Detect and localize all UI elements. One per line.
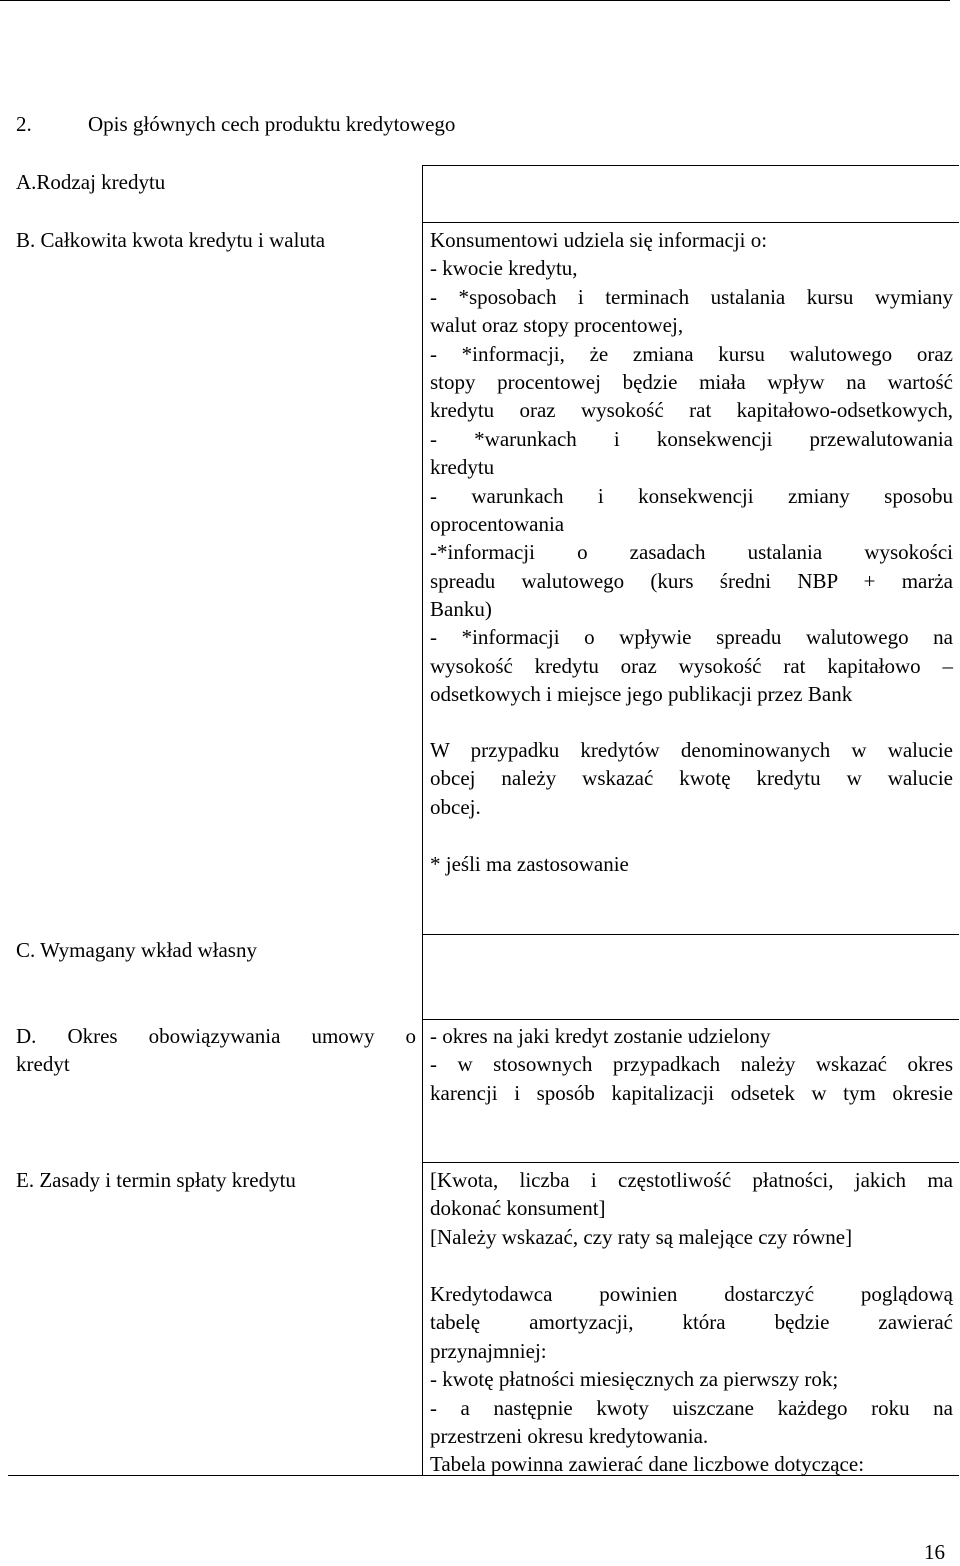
text-line: walut oraz stopy procentowej, [430, 313, 684, 338]
row-c-label: C. Wymagany wkład własny [16, 938, 257, 962]
text-line: -*informacji o zasadach ustalania wysokości [430, 540, 953, 565]
text-line: spreadu walutowego (kurs średni NBP + marża [430, 568, 953, 593]
text-line: wysokość kredytu oraz wysokość rat kapitałowo – [430, 653, 953, 678]
table-column-divider [422, 165, 423, 1475]
text-line: - okres na jaki kredyt zostanie udzielony [430, 1024, 771, 1048]
row-b-footnote: * jeśli ma zastosowanie [430, 852, 629, 876]
text-line: Tabela powinna zawierać dane liczbowe dotyczące: [430, 1452, 865, 1477]
text-line: - *informacji, że zmiana kursu walutowego oraz [430, 341, 953, 366]
table-border [422, 165, 959, 166]
top-rule [0, 0, 950, 1]
table-border [422, 934, 959, 935]
text-line: - kwotę płatności miesięcznych za pierwszy rok; [430, 1367, 839, 1392]
text-line: - w stosownych przypadkach należy wskazać okres [430, 1052, 953, 1077]
row-e-content-2 [430, 1280, 953, 1479]
text-line: przynajmniej: [430, 1338, 547, 1363]
text-line: - *informacji o wpływie spreadu walutowego na [430, 625, 953, 650]
row-d-label [16, 1022, 416, 1079]
text-line: Kredytodawca powinien dostarczyć poglądową [430, 1282, 953, 1306]
text-line: obcej należy wskazać kwotę kredytu w walucie [430, 766, 953, 791]
row-b-label: B. Całkowita kwota kredytu i waluta [16, 228, 326, 252]
text-line: odsetkowych i miejsce jego publikacji przez Bank [430, 682, 853, 707]
section-title: Opis głównych cech produktu kredytowego [88, 112, 456, 136]
text-line: kredytu [430, 455, 495, 480]
table-border [422, 222, 959, 223]
text-line: - kwocie kredytu, [430, 256, 578, 281]
row-b-content [430, 226, 953, 709]
row-d-content [430, 1022, 953, 1107]
text-line: - *sposobach i terminach ustalania kursu wymiany [430, 284, 953, 309]
row-e-label: E. Zasady i termin spłaty kredytu [16, 1168, 296, 1192]
row-b-note [430, 736, 953, 821]
text-line: obcej. [430, 794, 481, 819]
text-line: D. Okres obowiązywania umowy o [16, 1024, 416, 1048]
row-a-label: A.Rodzaj kredytu [16, 170, 166, 194]
text-line: Konsumentowi udziela się informacji o: [430, 228, 768, 252]
table-border [422, 1162, 959, 1163]
text-line: [Należy wskazać, czy raty są malejące czy równe] [430, 1224, 853, 1249]
text-line: karencji i sposób kapitalizacji odsetek w tym okresie [430, 1080, 953, 1105]
text-line: - *warunkach i konsekwencji przewalutowania [430, 426, 953, 451]
text-line: stopy procentowej będzie miała wpływ na wartość [430, 369, 953, 394]
text-line: oprocentowania [430, 511, 565, 536]
row-e-content [430, 1166, 953, 1251]
table-border [422, 1019, 959, 1020]
text-line: - a następnie kwoty uiszczane każdego roku na [430, 1395, 953, 1420]
page-number: 16 [924, 1540, 945, 1564]
text-line: [Kwota, liczba i częstotliwość płatności, jakich ma [430, 1168, 953, 1192]
text-line: dokonać konsument] [430, 1196, 606, 1221]
text-line: Banku) [430, 597, 492, 622]
text-line: W przypadku kredytów denominowanych w walucie [430, 738, 953, 762]
text-line: kredyt [16, 1052, 70, 1077]
text-line: - warunkach i konsekwencji zmiany sposobu [430, 483, 953, 508]
text-line: kredytu oraz wysokość rat kapitałowo-odsetkowych, [430, 398, 953, 423]
text-line: tabelę amortyzacji, która będzie zawierać [430, 1310, 953, 1335]
section-number: 2. [16, 112, 32, 136]
text-line: przestrzeni okresu kredytowania. [430, 1423, 709, 1448]
